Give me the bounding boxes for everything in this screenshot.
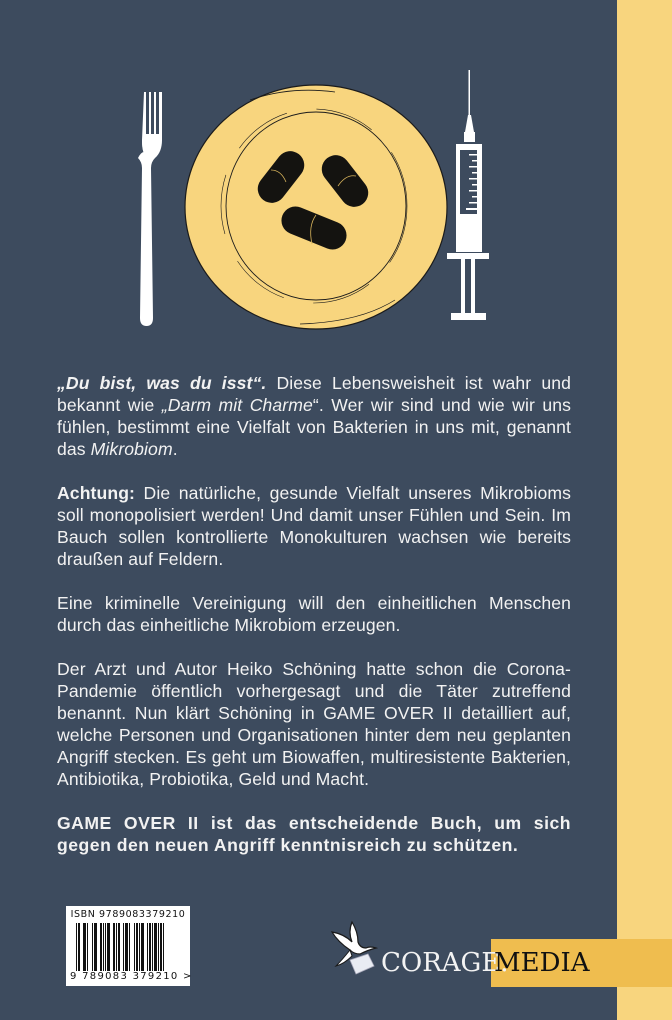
- plate-icon: [185, 85, 447, 329]
- back-cover-blurb: [57, 372, 571, 878]
- term-mikrobiom: Mikrobiom: [90, 439, 173, 459]
- isbn-label: ISBN 9789083379210: [70, 909, 186, 920]
- quote-text: „Du bist, was du isst“.: [57, 373, 267, 393]
- spine-side-band: [617, 0, 672, 1020]
- syringe-icon: [447, 70, 489, 320]
- blurb-paragraph-conclusion: GAME OVER II ist das entscheidende Buch, um sich gegen den neuen Angriff kenntnisreich zu schützen.: [57, 813, 571, 855]
- isbn-barcode: [66, 906, 193, 986]
- fork-icon: [138, 92, 162, 326]
- barcode-bars: [76, 923, 180, 971]
- plate-illustration: [0, 0, 617, 340]
- isbn-digits: 9 789083 379210 >: [70, 971, 193, 982]
- blurb-paragraph-3: Eine kriminelle Vereinigung will den einheitlichen Menschen durch das einheitliche Mikrobiom erzeugen.: [57, 593, 571, 635]
- blurb-paragraph-intro: „Du bist, was du isst“. Diese Lebensweisheit ist wahr und bekannt wie „Darm mit Charme“. Wer wir sind und wie wir uns fühlen, bestimmt eine Vielfalt von Bakterien in uns mit, genannt das Mikrobiom.: [57, 373, 572, 459]
- warning-label: Achtung:: [57, 483, 135, 503]
- publisher-logo-media: MEDIA: [494, 948, 590, 978]
- blurb-paragraph-author: Der Arzt und Autor Heiko Schöning hatte schon die Corona-Pandemie öffentlich vorhergesagt und die Täter zutreffend benannt. Nun klärt Schöning in GAME OVER II detailliert auf, welche Personen und Organisationen hinter dem neu geplanten Angriff stecken. Es geht um Biowaffen, multiresistente Bakterien, Antibiotika, Probiotika, Geld und Macht.: [57, 659, 571, 789]
- book-title-reference: „Darm mit Charme: [161, 395, 313, 415]
- blurb-paragraph-warning: Achtung: Die natürliche, gesunde Vielfalt unseres Mikrobioms soll monopolisiert werden! Und damit unser Fühlen und Sein. Im Bauch sollen kontrollierte Monokulturen wachsen wie bereits draußen auf Feldern.: [57, 483, 571, 569]
- publisher-logo-corage: CORAGE.: [381, 948, 509, 978]
- dove-icon: [330, 920, 384, 978]
